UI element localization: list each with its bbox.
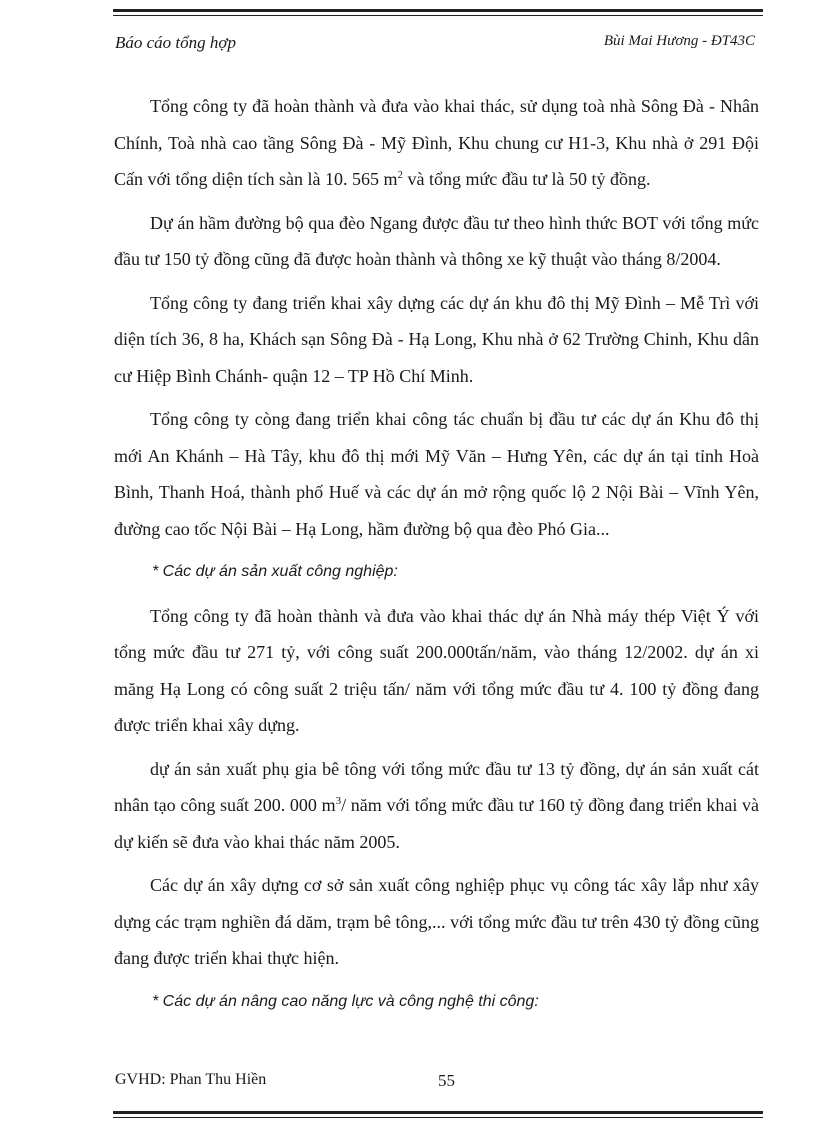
paragraph-text: / năm với tổng mức đầu tư 160 tỷ đồng đang triển khai và dự kiến sẽ đưa vào khai thác năm 2005. xyxy=(114,795,759,852)
paragraph-steel-cement: Tổng công ty đã hoàn thành và đưa vào khai thác dự án Nhà máy thép Việt Ý với tổng mức đầu tư 271 tỷ, với công suất 200.000tấn/năm, vào tháng 12/2002. dự án xi măng Hạ Long có công suất 2 triệu tấn/ năm với tổng mức đầu tư 4. 100 tỷ đồng đang được triển khai xây dựng. xyxy=(114,605,759,735)
document-body xyxy=(114,88,759,1020)
paragraph-tunnel-project: Dự án hầm đường bộ qua đèo Ngang được đầu tư theo hình thức BOT với tổng mức đầu tư 150 tỷ đồng cũng đã được hoàn thành và thông xe kỹ thuật vào tháng 8/2004. xyxy=(114,212,759,269)
page-number: 55 xyxy=(438,1071,455,1090)
superscript: 3 xyxy=(335,795,342,807)
paragraph-concrete-sand xyxy=(114,751,759,861)
paragraph-production-facilities: Các dự án xây dựng cơ sở sản xuất công nghiệp phục vụ công tác xây lắp như xây dựng các trạm nghiền đá dăm, trạm bê tông,... với tổng mức đầu tư trên 430 tỷ đồng cũng đang được triển khai thực hiện. xyxy=(114,875,759,968)
header-report-title: Báo cáo tổng hợp xyxy=(115,33,236,52)
paragraph-completed-buildings xyxy=(114,88,759,198)
footer-rule xyxy=(113,1111,763,1117)
paragraph-urban-projects: Tổng công ty đang triển khai xây dựng các dự án khu đô thị Mỹ Đình – Mễ Trì với diện tích 36, 8 ha, Khách sạn Sông Đà - Hạ Long, Khu nhà ở 62 Trường Chinh, Khu dân cư Hiệp Bình Chánh- quận 12 – TP Hồ Chí Minh. xyxy=(114,292,759,386)
paragraph-text: dự án sản xuất phụ gia bê tông với tổng mức đầu tư 13 tỷ đồng, dự án sản xuất cát nhân tạo công suất 200. 000 m xyxy=(114,758,759,815)
paragraph-text: và tổng mức đầu tư là 50 tỷ đồng. xyxy=(402,169,651,189)
section-heading-capacity: * Các dự án nâng cao năng lực và công nghệ thi công: xyxy=(152,992,539,1010)
section-heading-industrial: * Các dự án sản xuất công nghiệp: xyxy=(152,563,398,580)
paragraph-investment-preparation: Tổng công ty còng đang triển khai công tác chuẩn bị đầu tư các dự án Khu đô thị mới An Khánh – Hà Tây, khu đô thị mới Mỹ Văn – Hưng Yên, các dự án tại tỉnh Hoà Bình, Thanh Hoá, thành phố Huế và các dự án mở rộng quốc lộ 2 Nội Bài – Vĩnh Yên, đường cao tốc Nội Bài – Hạ Long, hầm đường bộ qua đèo Phó Gia... xyxy=(114,409,759,539)
footer-supervisor: GVHD: Phan Thu Hiền xyxy=(115,1071,267,1088)
superscript: 2 xyxy=(397,169,403,181)
paragraph-text: Tổng công ty đã hoàn thành và đưa vào khai thác, sử dụng toà nhà Sông Đà - Nhân Chính, Toà nhà cao tầng Sông Đà - Mỹ Đình, Khu chung cư H1-3, Khu nhà ở 291 Đội Cấn với tổng diện tích sàn là 10. 565 m xyxy=(114,96,759,189)
header-rule xyxy=(113,9,763,15)
header-author: Bùi Mai Hương - ĐT43C xyxy=(603,33,755,49)
